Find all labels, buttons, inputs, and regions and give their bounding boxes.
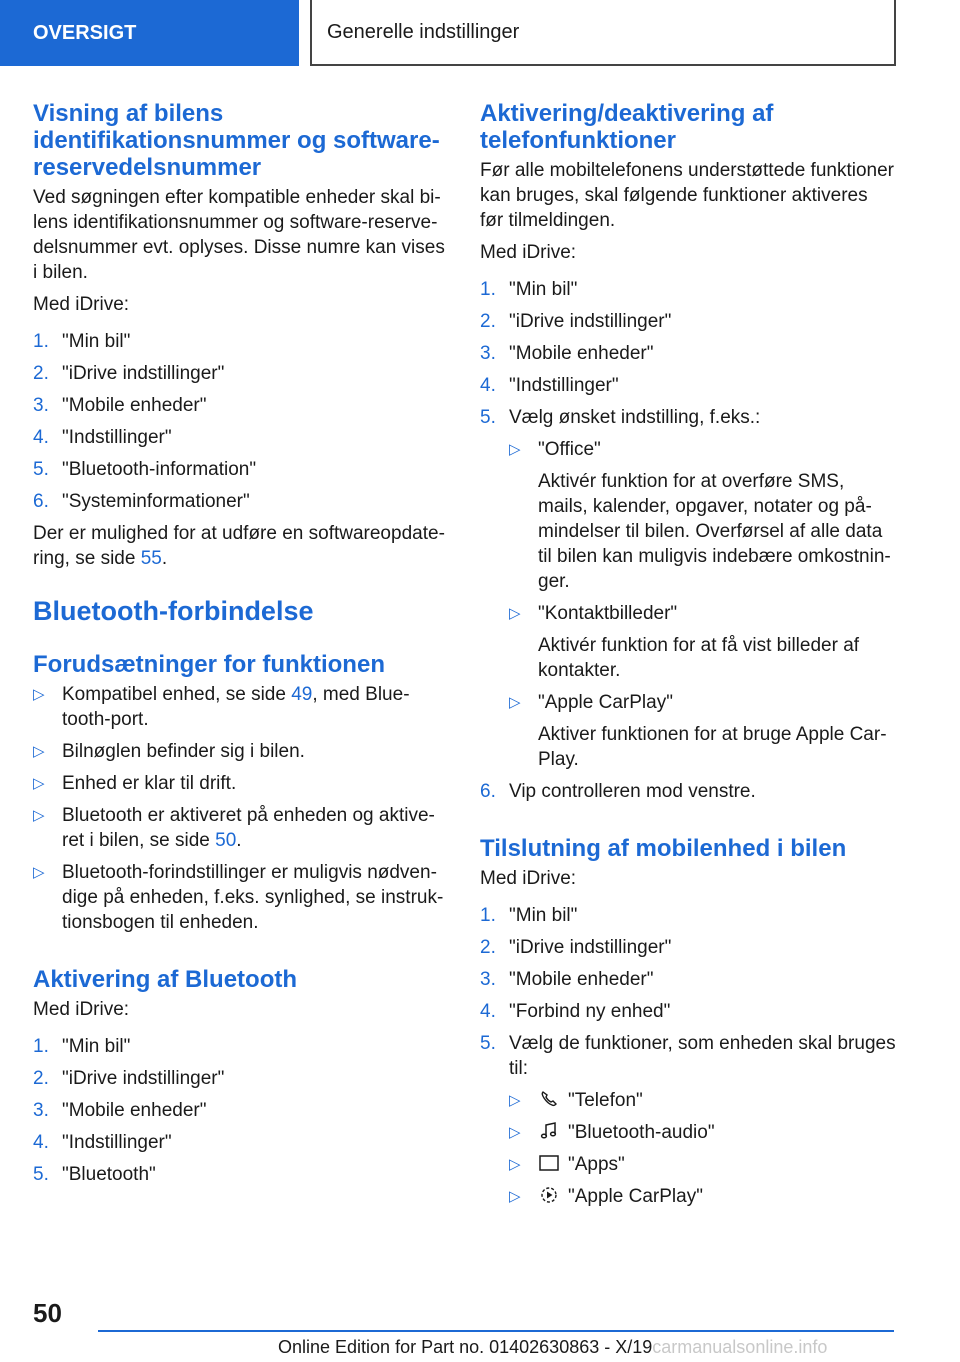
step-number: 3. [480, 969, 496, 990]
carplay-icon [538, 1185, 560, 1205]
step-text: "Bluetooth" [62, 1164, 156, 1185]
list-item [33, 1034, 447, 1059]
function-label: "Apps" [568, 1154, 625, 1175]
step-text: "iDrive indstillinger" [509, 311, 672, 332]
list-item [33, 425, 447, 450]
step-number: 5. [33, 1164, 49, 1185]
step-number: 1. [480, 905, 496, 926]
list-item [33, 329, 447, 354]
list-item [509, 690, 896, 772]
right-column [480, 100, 896, 1216]
step-text: "Min bil" [62, 1036, 131, 1057]
step-text: "Indstillinger" [62, 1132, 172, 1153]
list-item [480, 373, 896, 398]
bullet-triangle-icon: ▷ [509, 441, 521, 458]
step-number: 1. [33, 1036, 49, 1057]
step-number: 4. [33, 1132, 49, 1153]
heading-bluetooth-connection: Bluetooth-forbindelse [33, 596, 314, 626]
page-link-49[interactable]: 49 [291, 684, 313, 705]
steps-phone-functions-list [480, 277, 896, 804]
list-item [480, 999, 896, 1024]
list-item [509, 1120, 896, 1145]
item-text-end: . [236, 830, 242, 851]
step-text: Vælg ønsket indstilling, f.eks.: [509, 407, 761, 428]
note-text: Der er mulighed for at udføre en softwareopdatering, se side [33, 523, 445, 569]
step-text: Vip controlleren mod venstre. [509, 781, 756, 802]
option-description: Aktivér funktion for at få vist billeder af kontakter. [538, 635, 860, 681]
option-label: "Office" [538, 439, 601, 460]
step-text: "Min bil" [509, 905, 578, 926]
bullet-triangle-icon: ▷ [509, 1092, 521, 1109]
list-item [33, 860, 447, 935]
step-number: 2. [33, 363, 49, 384]
list-item [480, 341, 896, 366]
list-item [33, 489, 447, 514]
page-number: 50 [33, 1298, 62, 1328]
step-number: 5. [33, 459, 49, 480]
footer-edition [278, 1336, 827, 1358]
paragraph-with-idrive: Med iDrive: [33, 999, 130, 1020]
list-item [480, 779, 896, 804]
watermark-site: carmanualsonline.info [652, 1337, 828, 1357]
paragraph-with-idrive: Med iDrive: [33, 294, 130, 315]
tab-section-title[interactable]: Generelle indstillinger [310, 0, 896, 66]
option-label: "Kontaktbilleder" [538, 603, 678, 624]
prerequisites-list [33, 682, 447, 935]
step-number: 2. [33, 1068, 49, 1089]
step-text: Vælg de funktioner, som enheden skal bruges til: [509, 1033, 896, 1079]
bullet-triangle-icon: ▷ [509, 1124, 521, 1141]
heading-activate-bluetooth: Aktivering af Bluetooth [33, 966, 298, 993]
steps-connect-list [480, 903, 896, 1209]
list-item [480, 935, 896, 960]
step-text: "iDrive indstillinger" [509, 937, 672, 958]
paragraph-with-idrive: Med iDrive: [480, 868, 577, 889]
list-item [33, 1162, 447, 1187]
function-label: "Apple CarPlay" [568, 1186, 703, 1207]
step-text: "Forbind ny enhed" [509, 1001, 671, 1022]
list-item [480, 1031, 896, 1209]
bullet-triangle-icon: ▷ [509, 694, 521, 711]
list-item [480, 967, 896, 992]
item-text: Bluetooth-forindstillinger er muligvis nødvendige på enheden, f.eks. synlighed, se instruktionsbogen til enheden. [62, 862, 444, 933]
step-text: "Mobile enheder" [62, 1100, 207, 1121]
heading-vin-software: Visning af bilens identifikationsnummer og softwarereservedelsnummer [33, 100, 440, 181]
bullet-triangle-icon: ▷ [33, 743, 45, 760]
heading-connect-device: Tilslutning af mobilenhed i bilen [480, 835, 847, 862]
option-description: Aktivér funktion for at overføre SMS, mails, kalender, opgaver, notater og påmindelser til bilen. Overførsel af alle data til bilen kan muligvis indebære omkostninger. [538, 471, 891, 592]
step-text: "Mobile enheder" [509, 969, 654, 990]
options-list [509, 437, 896, 772]
step-text: "Bluetooth-information" [62, 459, 257, 480]
step-number: 5. [480, 1033, 496, 1054]
step-text: "iDrive indstillinger" [62, 363, 225, 384]
list-item [509, 601, 896, 683]
bullet-triangle-icon: ▷ [33, 686, 45, 703]
function-label: "Telefon" [568, 1090, 643, 1111]
functions-list [509, 1088, 896, 1209]
step-text: "Mobile enheder" [62, 395, 207, 416]
note-end: . [161, 548, 168, 569]
list-item [480, 309, 896, 334]
list-item [33, 739, 447, 764]
step-text: "Min bil" [62, 331, 131, 352]
item-text: Bilnøglen befinder sig i bilen. [62, 741, 305, 762]
step-number: 3. [33, 1100, 49, 1121]
step-text: "Indstillinger" [509, 375, 619, 396]
footer-divider [98, 1330, 894, 1332]
bullet-triangle-icon: ▷ [33, 775, 45, 792]
page-header [0, 0, 960, 66]
tab-overview[interactable]: OVERSIGT [0, 0, 299, 66]
list-item [33, 682, 447, 732]
apps-icon [538, 1153, 560, 1173]
steps-vin-list [33, 329, 447, 514]
step-number: 5. [480, 407, 496, 428]
step-number: 6. [480, 781, 496, 802]
step-number: 1. [33, 331, 49, 352]
heading-phone-functions: Aktivering/deaktivering af telefonfunktioner [480, 100, 774, 154]
step-text: "iDrive indstillinger" [62, 1068, 225, 1089]
step-number: 4. [33, 427, 49, 448]
list-item [509, 1152, 896, 1177]
list-item [509, 1088, 896, 1113]
list-item [509, 437, 896, 594]
step-text: "Min bil" [509, 279, 578, 300]
step-number: 2. [480, 311, 496, 332]
list-item [33, 1066, 447, 1091]
paragraph-phone-intro: Før alle mobiltelefonens understøttede funktioner kan bruges, skal følgende funktioner aktiveres før tilmeldingen. [480, 160, 894, 231]
list-item [33, 803, 447, 853]
step-number: 4. [480, 375, 496, 396]
paragraph-software-update [33, 521, 447, 571]
step-text: "Indstillinger" [62, 427, 172, 448]
option-label: "Apple CarPlay" [538, 692, 673, 713]
list-item [33, 771, 447, 796]
bullet-triangle-icon: ▷ [509, 605, 521, 622]
list-item [33, 1098, 447, 1123]
step-text: "Systeminformationer" [62, 491, 250, 512]
item-text: Kompatibel enhed, se side [62, 684, 292, 705]
option-description: Aktiver funktionen for at bruge Apple CarPlay. [538, 724, 887, 770]
step-number: 4. [480, 1001, 496, 1022]
step-number: 3. [33, 395, 49, 416]
step-number: 3. [480, 343, 496, 364]
step-number: 2. [480, 937, 496, 958]
list-item [33, 1130, 447, 1155]
edition-text: Online Edition for Part no. 01402630863 - X/19 [278, 1337, 653, 1357]
item-text-end: , med Bluetooth-port. [62, 684, 410, 730]
page-link-50[interactable]: 50 [215, 830, 237, 851]
list-item [480, 277, 896, 302]
list-item [480, 903, 896, 928]
step-text: "Mobile enheder" [509, 343, 654, 364]
steps-bluetooth-list [33, 1034, 447, 1187]
function-label: "Bluetooth-audio" [568, 1122, 715, 1143]
paragraph-with-idrive: Med iDrive: [480, 242, 577, 263]
paragraph-vin-intro: Ved søgningen efter kompatible enheder skal bilens identifikationsnummer og software-reservedelsnummer evt. oplyses. Disse numre kan vises i bilen. [33, 187, 445, 283]
step-number: 6. [33, 491, 49, 512]
list-item [33, 393, 447, 418]
list-item [480, 405, 896, 772]
item-text: Bluetooth er aktiveret på enheden og aktiveret i bilen, se side [62, 805, 435, 851]
left-column [33, 100, 447, 1194]
page-link-55[interactable]: 55 [140, 548, 162, 569]
step-number: 1. [480, 279, 496, 300]
list-item [33, 457, 447, 482]
bullet-triangle-icon: ▷ [33, 807, 45, 824]
item-text: Enhed er klar til drift. [62, 773, 237, 794]
bullet-triangle-icon: ▷ [509, 1156, 521, 1173]
heading-prerequisites: Forudsætninger for funktionen [33, 651, 385, 678]
list-item [33, 361, 447, 386]
bullet-triangle-icon: ▷ [33, 864, 45, 881]
music-note-icon [538, 1121, 560, 1141]
phone-icon [538, 1089, 560, 1109]
bullet-triangle-icon: ▷ [509, 1188, 521, 1205]
list-item [509, 1184, 896, 1209]
